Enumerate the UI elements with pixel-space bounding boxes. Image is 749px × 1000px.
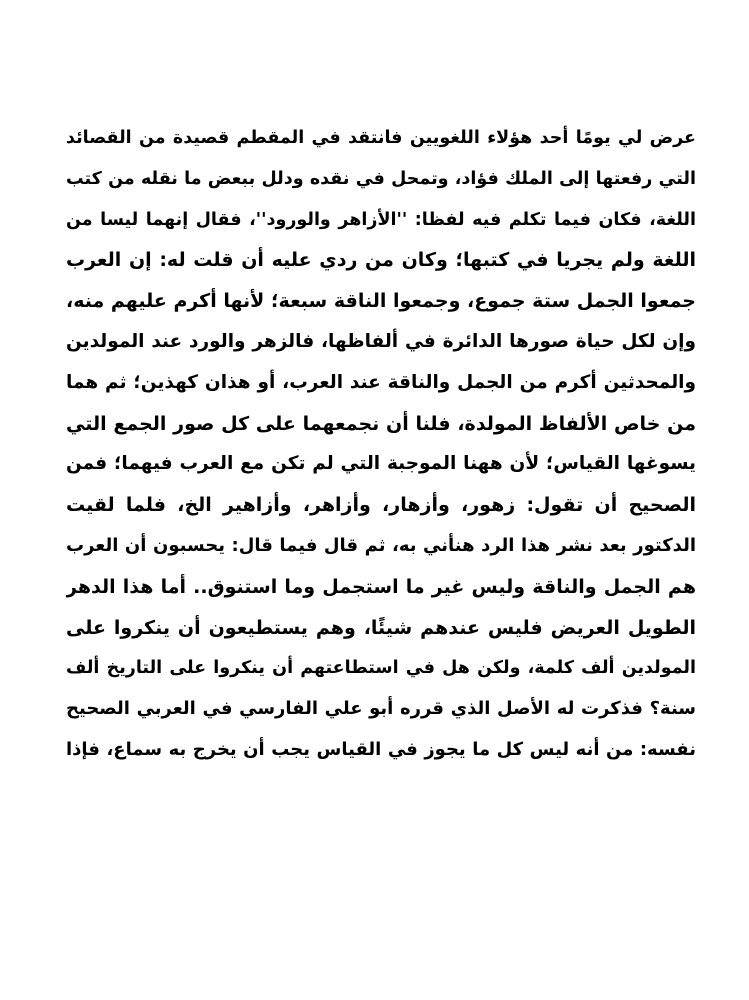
text-line: الصحيح أن تقول: زهور، وأزهار، وأزاهر، وأزاهير الخ، فلما لقيت <box>66 494 696 517</box>
text-line: الدكتور بعد نشر هذا الرد هنأني به، ثم قال فيما قال: يحسبون أن العرب <box>66 534 696 556</box>
text-line: التي رفعتها إلى الملك فؤاد، وتمحل في نقده ودلل ببعض ما نقله من كتب <box>66 168 696 189</box>
text-line: جمعوا الجمل ستة جموع، وجمعوا الناقة سبعة؛ لأنها أكرم عليهم منه، <box>66 290 696 313</box>
text-line: سنة؟ فذكرت له الأصل الذي قرره أبو علي الفارسي في العربي الصحيح <box>66 698 696 720</box>
text-line: وإن لكل حياة صورها الدائرة في ألفاظها، فالزهر والورد عند المولدين <box>66 330 696 352</box>
body-text <box>66 118 696 771</box>
text-line: عرض لي يومًا أحد هؤلاء اللغويين فانتقد في المقطم قصيدة من القصائد <box>66 128 696 148</box>
text-line: يسوغها القياس؛ لأن ههنا الموجبة التي لم تكن مع العرب فيهما؛ فمن <box>66 453 696 475</box>
text-line: اللغة ولم يجريا في كتبها؛ وكان من ردي عليه أن قلت له: إن العرب <box>66 249 696 272</box>
text-line: هم الجمل والناقة وليس غير ما استجمل وما استنوق.. أما هذا الدهر <box>66 575 696 598</box>
text-line: المولدين ألف كلمة، ولكن هل في استطاعتهم أن ينكروا على التاريخ ألف <box>66 658 696 679</box>
text-line: الطويل العريض فليس عندهم شيئًا، وهم يستطيعون أن ينكروا على <box>66 616 696 639</box>
text-line: والمحدثين أكرم من الجمل والناقة عند العرب، أو هذان كهذين؛ ثم هما <box>66 371 696 393</box>
text-line: نفسه: من أنه ليس كل ما يجوز في القياس يجب أن يخرج به سماع، فإذا <box>66 738 696 760</box>
text-line: من خاص الألفاظ المولدة، فلنا أن نجمعهما على كل صور الجمع التي <box>66 412 696 435</box>
text-line: اللغة، فكان فيما تكلم فيه لفظا: ''الأزاهر والورود''، فقال إنهما ليسا من <box>66 209 696 230</box>
